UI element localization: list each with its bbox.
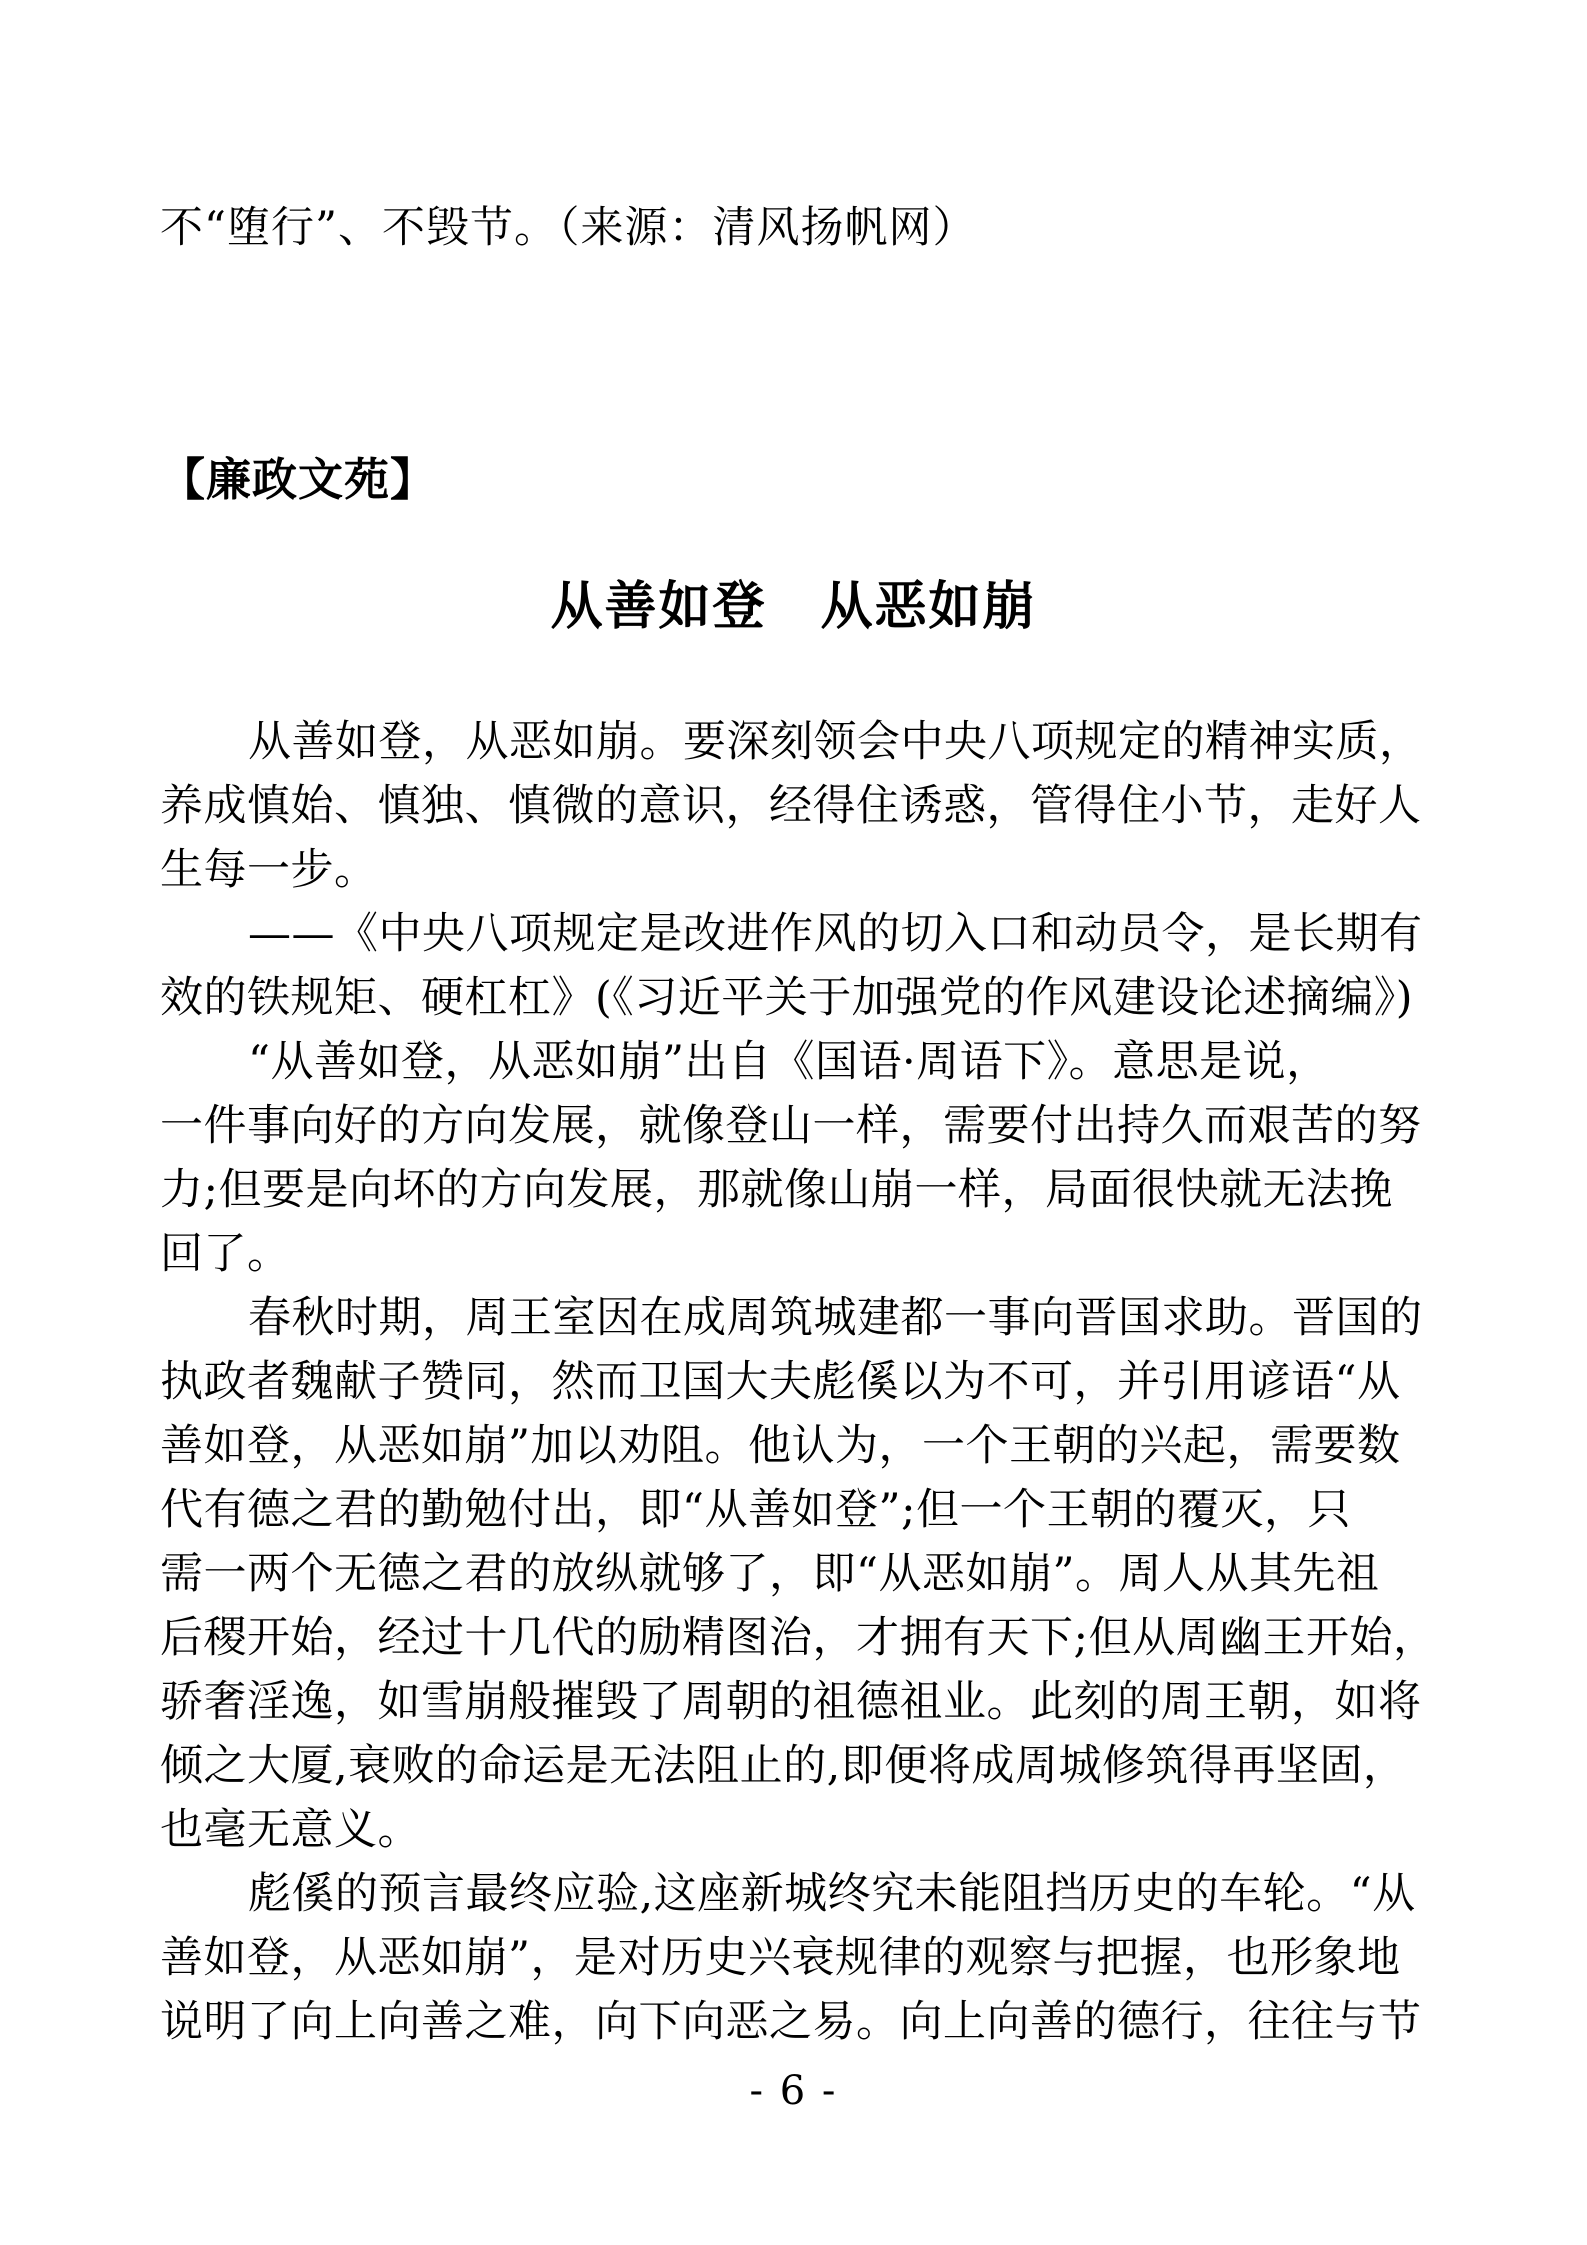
paragraph-line: 一件事向好的方向发展，就像登山一样，需要付出持久而艰苦的努 bbox=[160, 1101, 1422, 1151]
paragraph bbox=[160, 1030, 1440, 1286]
paragraph-line: 说明了向上向善之难，向下向恶之易。向上向善的德行，往往与节 bbox=[160, 1997, 1422, 2047]
paragraph bbox=[160, 1286, 1440, 1862]
paragraph bbox=[160, 902, 1440, 1030]
paragraph-line: 骄奢淫逸，如雪崩般摧毁了周朝的祖德祖业。此刻的周王朝，如将 bbox=[160, 1677, 1422, 1727]
paragraph-line: 回了。 bbox=[160, 1229, 291, 1279]
article-title: 从善如登 从恶如崩 bbox=[550, 576, 1037, 637]
paragraph-line: 善如登，从恶如崩”加以劝阻。他认为，一个王朝的兴起，需要数 bbox=[160, 1421, 1401, 1471]
paragraph-line: “从善如登，从恶如崩”出自《国语·周语下》。意思是说， bbox=[248, 1037, 1330, 1087]
intro-line: 不“堕行”、不毁节。（来源：清风扬帆网） bbox=[160, 203, 977, 253]
paragraph-line: ——《中央八项规定是改进作风的切入口和动员令，是长期有 bbox=[248, 909, 1423, 959]
paragraph-line: 力;但要是向坏的方向发展，那就像山崩一样，局面很快就无法挽 bbox=[160, 1165, 1393, 1215]
paragraph-line: 从善如登，从恶如崩。要深刻领会中央八项规定的精神实质， bbox=[248, 717, 1423, 767]
paragraph-line: 执政者魏献子赞同，然而卫国大夫彪傒以为不可，并引用谚语“从 bbox=[160, 1357, 1401, 1407]
paragraph-line: 也毫无意义。 bbox=[160, 1805, 421, 1855]
paragraph bbox=[160, 1862, 1440, 2054]
paragraph bbox=[160, 710, 1440, 902]
paragraph-line: 彪傒的预言最终应验,这座新城终究未能阻挡历史的车轮。“从 bbox=[248, 1869, 1416, 1919]
page-number: - 6 - bbox=[749, 2068, 838, 2114]
paragraph-line: 生每一步。 bbox=[160, 845, 378, 895]
paragraph-line: 养成慎始、慎独、慎微的意识，经得住诱惑，管得住小节，走好人 bbox=[160, 781, 1422, 831]
section-header: 【廉政文苑】 bbox=[160, 453, 437, 506]
paragraph-line: 倾之大厦,衰败的命运是无法阻止的,即便将成周城修筑得再坚固， bbox=[160, 1741, 1407, 1791]
paragraph-line: 需一两个无德之君的放纵就够了，即“从恶如崩”。周人从其先祖 bbox=[160, 1549, 1380, 1599]
paragraph-line: 效的铁规矩、硬杠杠》(《习近平关于加强党的作风建设论述摘编》) bbox=[160, 973, 1414, 1023]
paragraph-line: 春秋时期，周王室因在成周筑城建都一事向晋国求助。晋国的 bbox=[248, 1293, 1423, 1343]
paragraph-line: 代有德之君的勤勉付出，即“从善如登”;但一个王朝的覆灭，只 bbox=[160, 1485, 1351, 1535]
paragraph-line: 善如登，从恶如崩”，是对历史兴衰规律的观察与把握，也形象地 bbox=[160, 1933, 1401, 1983]
article-body bbox=[160, 710, 1440, 2054]
paragraph-line: 后稷开始，经过十几代的励精图治，才拥有天下;但从周幽王开始， bbox=[160, 1613, 1437, 1663]
